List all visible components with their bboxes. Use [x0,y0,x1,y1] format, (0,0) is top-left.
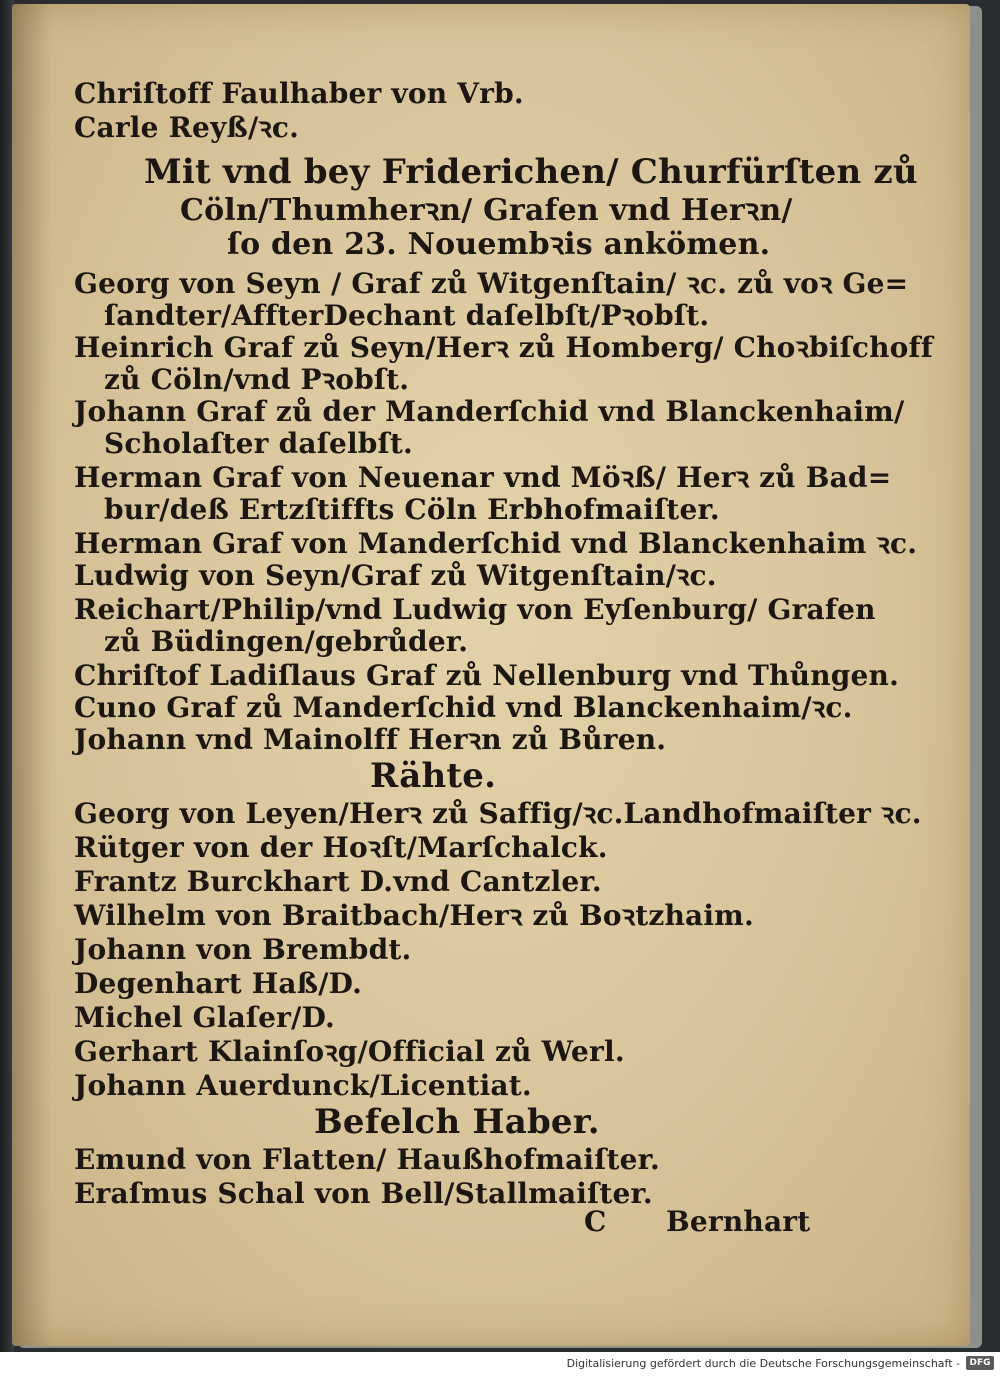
section-title: Befelch Haber. [314,1102,600,1142]
text-line: Degenhart Haß/D. [74,967,363,1000]
text-line: Michel Glaſer/D. [74,1001,335,1034]
text-line: Johann vnd Mainolff Herꝛn zů Bůren. [74,723,667,756]
text-line: zů Büdingen/gebrůder. [104,625,469,658]
text-line: Cuno Graf zů Manderſchid vnd Blanckenhaim/ꝛc. [74,691,853,724]
text-line: Rütger von der Hoꝛſt/Marſchalck. [74,831,608,864]
section-subheading: Cöln/Thumherꝛn/ Grafen vnd Herꝛn/ [180,193,793,228]
text-line: bur/deß Ertzſtiffts Cöln Erbhofmaiſter. [104,493,720,526]
text-line: Georg von Seyn / Graf zů Witgenſtain/ ꝛc. zů voꝛ Ge= [74,267,909,300]
text-line: Herman Graf von Manderſchid vnd Blanckenhaim ꝛc. [74,527,918,560]
text-line: zů Cöln/vnd Pꝛobſt. [104,363,410,396]
text-line: Georg von Leyen/Herꝛ zů Saffig/ꝛc.Landhofmaiſter ꝛc. [74,797,922,830]
text-line: Johann Graf zů der Manderſchid vnd Blanckenhaim/ [74,395,905,428]
funding-credit: Digitalisierung gefördert durch die Deutsche Forschungsgemeinschaft - [566,1357,960,1370]
page-text [12,4,970,1346]
catchword: Bernhart [666,1205,811,1238]
section-heading: Mit vnd bey Friderichen/ Churfürſten zů [144,152,918,192]
text-line: Ludwig von Seyn/Graf zů Witgenſtain/ꝛc. [74,559,717,592]
book-page [12,4,970,1346]
text-line: Chriſtoff Faulhaber von Vrb. [74,77,524,110]
text-line: Frantz Burckhart D.vnd Cantzler. [74,865,602,898]
text-line: Chriſtof Ladiſlaus Graf zů Nellenburg vnd Thůngen. [74,659,900,692]
dfg-logo: DFG [966,1356,994,1370]
text-line: Emund von Flatten/ Haußhofmaiſter. [74,1143,660,1176]
section-subheading: ſo den 23. Nouembꝛis ankömen. [227,227,771,262]
text-line: Heinrich Graf zů Seyn/Herꝛ zů Homberg/ Choꝛbiſchoff [74,331,934,364]
section-title: Rähte. [370,756,497,796]
text-line: Carle Reyß/ꝛc. [74,111,300,144]
text-line: Scholaſter daſelbſt. [104,427,413,460]
text-line: Reichart/Philip/vnd Ludwig von Eyſenburg/ Grafen [74,593,876,626]
text-line: Johann Auerdunck/Licentiat. [74,1069,532,1102]
footer-bar [0,1352,1000,1376]
text-line: Johann von Brembdt. [74,933,412,966]
text-line: ſandter/AffterDechant daſelbſt/Pꝛobſt. [104,299,710,332]
text-line: Eraſmus Schal von Bell/Stallmaiſter. [74,1177,653,1210]
text-line: Herman Graf von Neuenar vnd Möꝛß/ Herꝛ zů Bad= [74,461,892,494]
text-line: Wilhelm von Braitbach/Herꝛ zů Boꝛtzhaim. [74,899,754,932]
signature-mark: C [584,1205,607,1238]
text-line: Gerhart Klainſoꝛg/Official zů Werl. [74,1035,625,1068]
